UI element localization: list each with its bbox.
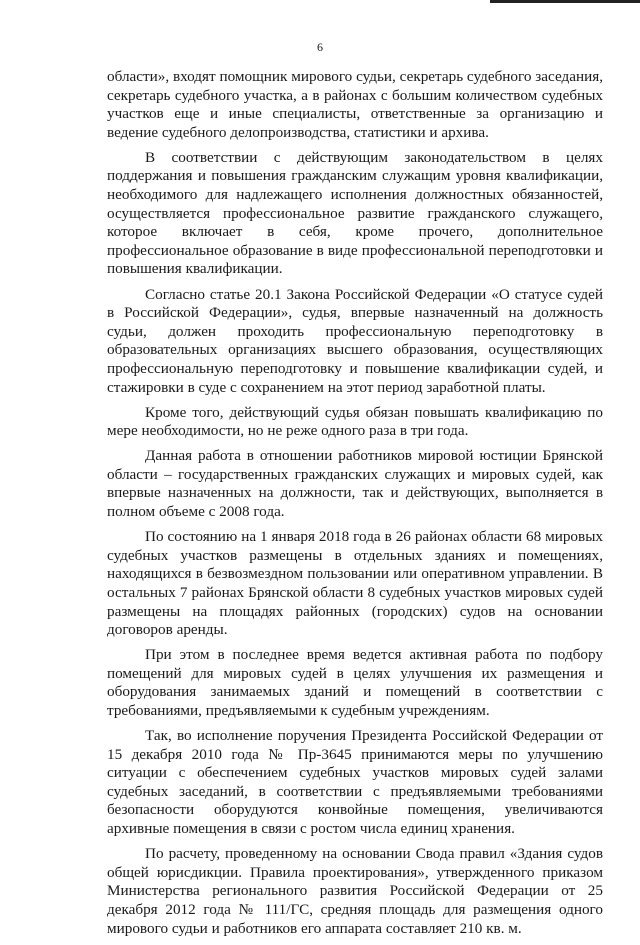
paragraph-5: Данная работа в отношении работников мировой юстиции Брянской области – государственных гражданских служащих и мировых судей, как впервые назначенных на должности, так и действующих, выполняется в полном объеме с 2008 года. xyxy=(107,447,603,521)
paragraph-7: При этом в последнее время ведется активная работа по подбору помещений для мировых судей в целях улучшения их размещения и оборудования занимаемых зданий и помещений в соответствии с требованиями, предъявляемыми к судебным учреждениям. xyxy=(107,646,603,719)
document-body xyxy=(107,68,603,945)
paragraph-1: области», входят помощник мирового судьи, секретарь судебного заседания, секретарь судебного участка, а в районах с большим количеством судебных участков еще и иные специалисты, ответственные за организацию и ведение судебного делопроизводства, статистики и архива. xyxy=(107,68,603,141)
paragraph-3: Согласно статье 20.1 Закона Российской Федерации «О статусе судей в Российской Федерации», судья, впервые назначенный на должность судьи, должен проходить профессиональную переподготовку в образовательных организациях высшего образования, осуществляющих профессиональную переподготовку и повышение квалификации судей, и стажировки в суде с сохранением на этот период заработной платы. xyxy=(107,285,603,396)
top-edge-rule xyxy=(490,0,640,3)
paragraph-4: Кроме того, действующий судья обязан повышать квалификацию по мере необходимости, но не реже одного раза в три года. xyxy=(107,403,603,440)
page-number: 6 xyxy=(317,40,323,54)
paragraph-8: Так, во исполнение поручения Президента Российской Федерации от 15 декабря 2010 года № Пр-3645 принимаются меры по улучшению ситуации с обеспечением судебных участков мировых судей залами судебных заседаний, в соответствии с предъявляемыми требованиями безопасности оборудуются конвойные помещения, увеличиваются архивные помещения в связи с ростом числа единиц хранения. xyxy=(107,727,603,838)
paragraph-2: В соответствии с действующим законодательством в целях поддержания и повышения гражданским служащим уровня квалификации, необходимого для надлежащего исполнения должностных обязанностей, осуществляется профессиональное развитие гражданского служащего, которое включает в себя, кроме прочего, дополнительное профессиональное образование в виде профессиональной переподготовки и повышения квалификации. xyxy=(107,148,603,278)
paragraph-6: По состоянию на 1 января 2018 года в 26 районах области 68 мировых судебных участков размещены в отдельных зданиях и помещениях, находящихся в безвозмездном пользовании или оперативном управлении. В остальных 7 районах Брянской области 8 судебных участков мировых судей размещены на площадях районных (городских) судов на основании договоров аренды. xyxy=(107,528,603,639)
paragraph-9: По расчету, проведенному на основании Свода правил «Здания судов общей юрисдикции. Правила проектирования», утвержденного приказом Министерства регионального развития Российской Федерации от 25 декабря 2012 года № 111/ГС, средняя площадь для размещения одного мирового судьи и работников его аппарата составляет 210 кв. м. xyxy=(107,845,603,937)
